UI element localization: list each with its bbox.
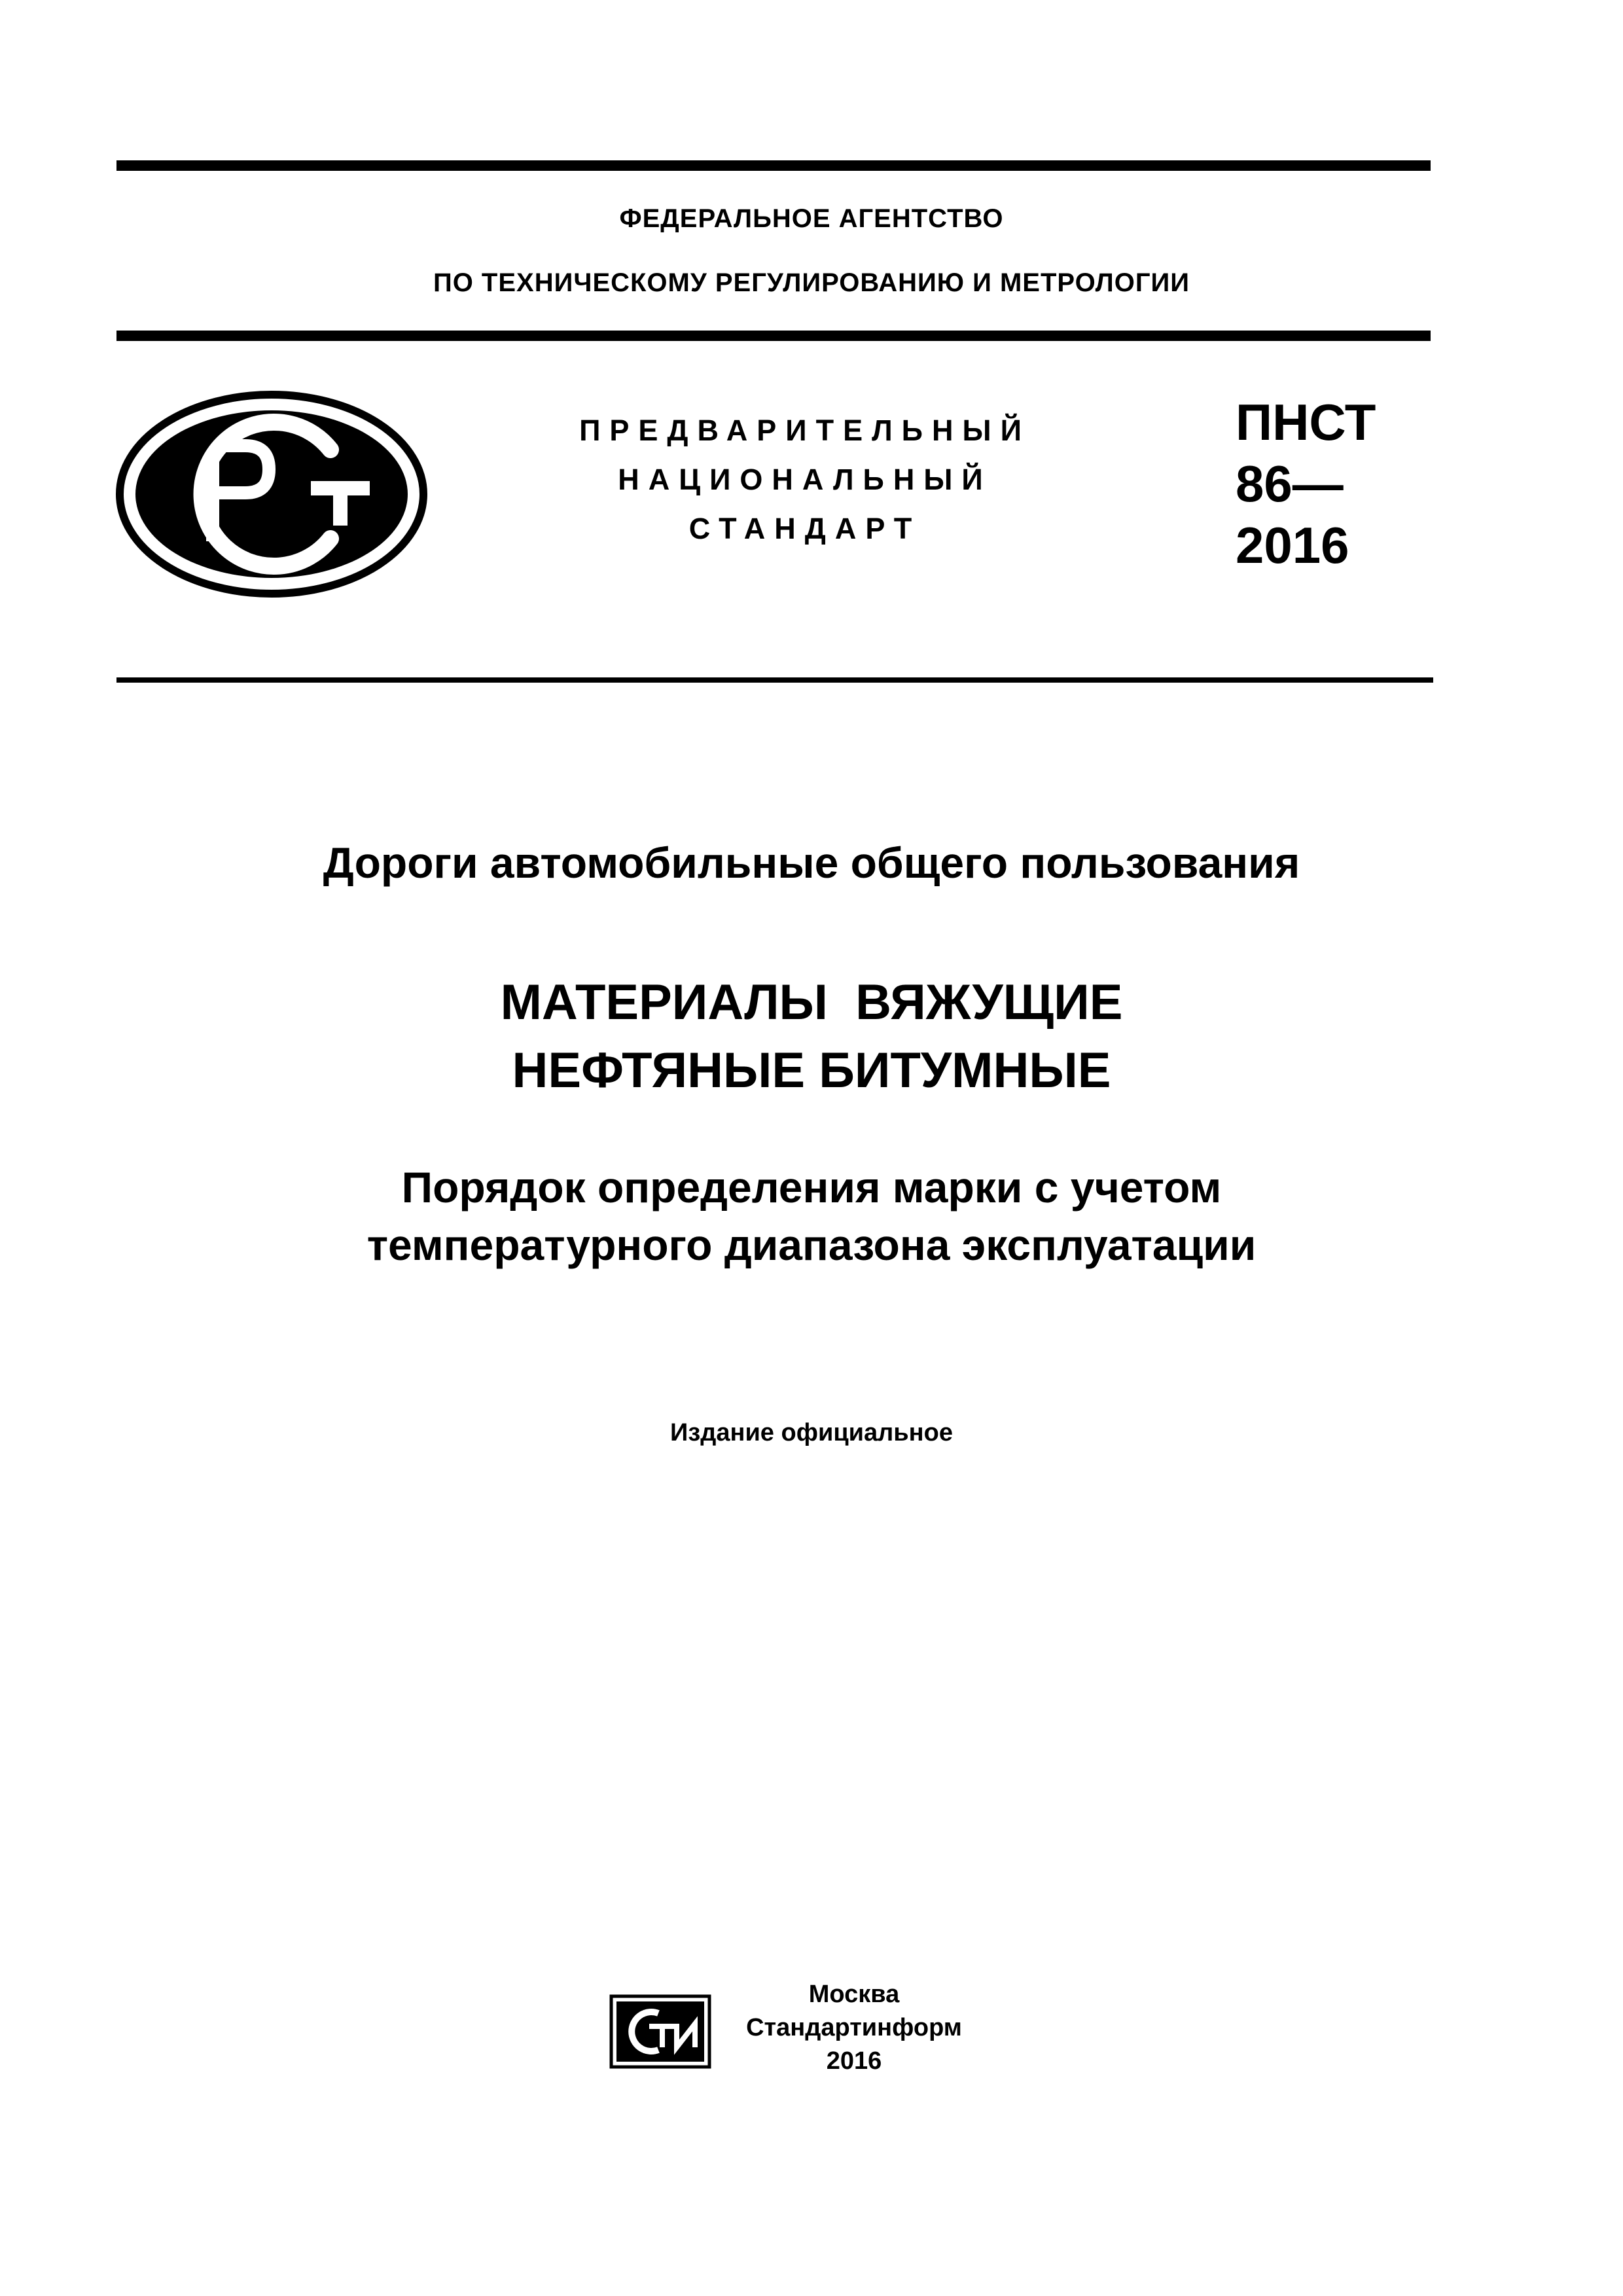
header-divider: [116, 331, 1431, 341]
publisher-name: Стандартинформ: [746, 2014, 962, 2041]
standartinform-logo-icon: [609, 1990, 713, 2071]
document-subtitle-line: Порядок определения марки с учетом: [401, 1163, 1222, 1211]
publisher-info: [713, 1978, 995, 2078]
top-divider: [116, 160, 1431, 171]
agency-name-line-2: ПО ТЕХНИЧЕСКОМУ РЕГУЛИРОВАНИЮ И МЕТРОЛОГИИ: [433, 268, 1190, 297]
document-subtitle-line: температурного диапазона эксплуатации: [366, 1221, 1257, 1269]
gost-rst-emblem-icon: [115, 389, 429, 599]
standard-type: [537, 406, 1073, 553]
edition-note: Издание официальное: [670, 1419, 953, 1446]
document-title: [0, 969, 1623, 1105]
document-category: Дороги автомобильные общего пользования: [323, 838, 1300, 887]
standard-type-line: ПРЕДВАРИТЕЛЬНЫЙ: [579, 414, 1031, 447]
document-title-line: НЕФТЯНЫЕ БИТУМНЫЕ: [512, 1043, 1111, 1098]
publisher-city: Москва: [808, 1981, 900, 2008]
standard-code: 86—: [1236, 455, 1344, 512]
document-title-line: МАТЕРИАЛЫ ВЯЖУЩИЕ: [500, 975, 1123, 1030]
standard-prefix: ПНСТ: [1236, 393, 1376, 451]
standard-year: 2016: [1236, 516, 1349, 574]
document-subtitle: [0, 1158, 1623, 1274]
agency-name-line-1: ФЕДЕРАЛЬНОЕ АГЕНТСТВО: [619, 204, 1004, 233]
title-divider: [116, 677, 1433, 683]
standard-type-line: СТАНДАРТ: [688, 512, 921, 545]
publisher-year: 2016: [826, 2047, 882, 2075]
standard-number: [1236, 391, 1376, 576]
standard-type-line: НАЦИОНАЛЬНЫЙ: [618, 463, 992, 496]
